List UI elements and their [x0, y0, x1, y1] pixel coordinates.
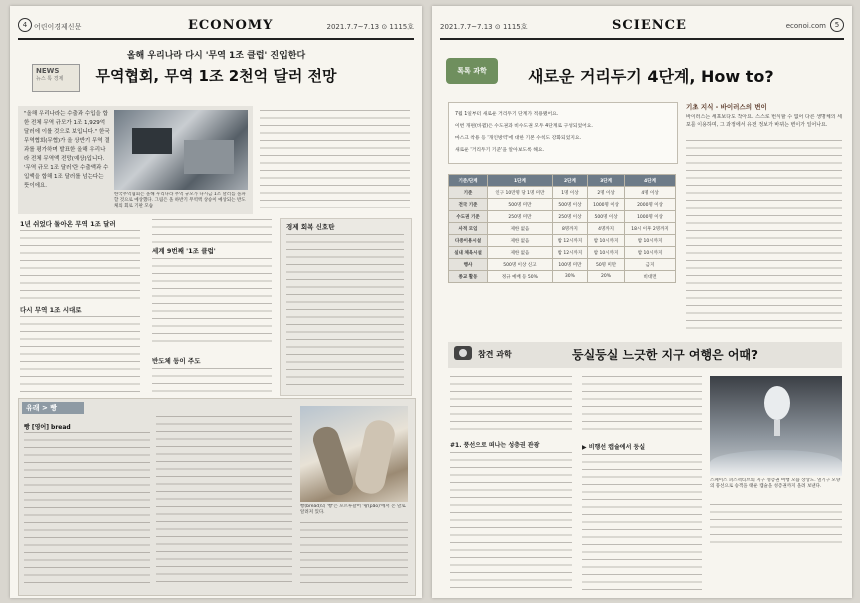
website: econoi.com — [785, 22, 826, 30]
table-cell: 금지 — [625, 259, 676, 271]
notice-line: 이번 개편(바뀜)은 수도권과 비수도권 모두 4단계로 구성되었어요. — [455, 124, 593, 129]
stratosphere-balloon-photo — [710, 376, 842, 476]
table-header-cell: 4단계 — [625, 175, 676, 187]
glossary-text-column — [24, 432, 150, 588]
article-text-column — [286, 234, 404, 388]
issue-date: 2021.7.7~7.13 ⊙ 1115호 — [440, 23, 528, 31]
table-cell: 비대면 — [625, 271, 676, 283]
table-header-cell: 기준/단계 — [449, 175, 488, 187]
camera-icon — [454, 346, 472, 360]
article-text-column — [686, 140, 842, 332]
table-row — [449, 235, 676, 247]
table-cell: 500명 이상 신고 — [488, 259, 553, 271]
table-row — [449, 199, 676, 211]
table-cell: 30% — [552, 271, 587, 283]
table-row — [449, 271, 676, 283]
table-cell: 4명까지 — [588, 223, 625, 235]
main-headline: 새로운 거리두기 4단계, How to? — [528, 67, 774, 86]
section2-subhead-1: #1. 풍선으로 떠나는 성층권 관광 — [450, 442, 540, 449]
table-row — [449, 247, 676, 259]
notice-text — [455, 109, 593, 157]
article-text-column — [450, 452, 572, 590]
news-badge-subtitle: 뉴스 톡 경제 — [36, 76, 64, 82]
table-cell: 밤 10시까지 — [625, 235, 676, 247]
notice-line: 새로운 '거리두기 기준'을 알아보도록 해요. — [455, 148, 545, 153]
table-cell: 제한 없음 — [488, 235, 553, 247]
table-cell: 정규 예배 등 50% — [488, 271, 553, 283]
table-cell: 18시 이후 2명까지 — [625, 223, 676, 235]
table-cell: 밤 10시까지 — [625, 247, 676, 259]
lead-text: "올해 우리나라는 수출과 수입을 합한 전체 무역 규모가 1조 1,929억 달러에 이를 것으로 보입니다." 한국무역협회(무협)가 올 상반기 무역 결과를 평가하며 발표한 올해 우리나라 전체 무역액 전망(예상)입니다. '무역 규모 1조 달러'란 수출액과 수입액을 합해 1조 달러를 넘는다는 뜻이에요. — [24, 111, 110, 189]
photo-caption: 빵(bread)의 '빵'은 포르투갈어 '팡(pão)'에서 온 말로 알려져 있다. — [300, 504, 406, 515]
table-header-cell: 2단계 — [552, 175, 587, 187]
table-row — [449, 211, 676, 223]
table-cell: 다중이용시설 — [449, 235, 488, 247]
glossary-term: 빵 [영어] bread — [24, 424, 71, 431]
table-cell: 250명 이상 — [552, 211, 587, 223]
section2-badge: 참견 과학 — [478, 350, 512, 359]
distancing-table — [448, 174, 676, 283]
news-badge — [32, 64, 80, 92]
subhead-4: 반도체 등이 주도 — [152, 357, 201, 365]
section-name: ECONOMY — [188, 18, 274, 33]
article-text-column — [152, 368, 272, 392]
talk-science-badge: 톡톡 과학 — [446, 58, 498, 84]
table-cell: 500명 미만 — [488, 199, 553, 211]
glossary-text-column — [300, 522, 408, 588]
economy-page — [10, 6, 422, 598]
table-cell: 500명 이상 — [588, 211, 625, 223]
table-cell: 20% — [588, 271, 625, 283]
page-number: 4 — [18, 18, 32, 32]
table-cell: 밤 12시까지 — [552, 235, 587, 247]
table-cell: 전국 기준 — [449, 199, 488, 211]
section2-subhead-2: ▶ 비행선 캡슐에서 둥실 — [582, 444, 646, 451]
subheadline: 올해 우리나라 다시 '무역 1조 클럽' 진입한다 — [126, 51, 306, 61]
table-cell: 수도권 기준 — [449, 211, 488, 223]
table-cell: 250명 미만 — [488, 211, 553, 223]
page-header — [440, 16, 844, 40]
table-row — [449, 223, 676, 235]
table-cell: 밤 12시까지 — [552, 247, 587, 259]
circuit-board-photo — [114, 110, 248, 190]
table-cell: 100명 미만 — [552, 259, 587, 271]
table-header-row — [449, 175, 676, 187]
subhead-2: 다시 무역 1조 시대로 — [20, 306, 82, 314]
main-headline: 무역협회, 무역 1조 2천억 달러 전망 — [95, 67, 337, 85]
table-row — [449, 259, 676, 271]
table-cell: 500명 이상 — [552, 199, 587, 211]
news-badge-title: NEWS — [36, 67, 60, 75]
table-cell: 2000명 이상 — [625, 199, 676, 211]
table-cell: 실내 체육시설 — [449, 247, 488, 259]
table-header-cell: 3단계 — [588, 175, 625, 187]
glossary-text-column — [156, 416, 292, 588]
article-text-column — [152, 258, 272, 348]
issue-date: 2021.7.7~7.13 ⊙ 1115호 — [326, 23, 414, 31]
article-text-column — [152, 219, 272, 243]
table-cell: 밤 10시까지 — [588, 247, 625, 259]
table-cell: 1000명 이상 — [588, 199, 625, 211]
paper-name: 어린이경제신문 — [34, 23, 82, 31]
table-cell: 50명 미만 — [588, 259, 625, 271]
article-text-column — [20, 230, 140, 300]
table-cell: 8명까지 — [552, 223, 587, 235]
bread-photo — [300, 406, 408, 502]
table-cell: 1명 이상 — [552, 187, 587, 199]
table-row — [449, 187, 676, 199]
photo-caption: 스페이스 퍼스펙티브의 지구 성층권 여행 모습 상상도. 열기구 모양의 풍선으로 승객을 태운 캡슐을 성층권까지 올려 보낸다. — [710, 478, 841, 489]
subhead-3: 세계 9번째 '1조 클럽' — [152, 247, 216, 255]
notice-line: 마스크 착용 등 '개인방역'에 대한 기본 수칙도 강화되었지요. — [455, 136, 582, 141]
section2-headline: 둥실둥실 느긋한 지구 여행은 어때? — [572, 348, 758, 362]
article-text-column — [582, 376, 702, 436]
table-cell: 행사 — [449, 259, 488, 271]
table-cell: 종교 활동 — [449, 271, 488, 283]
notice-box — [448, 102, 678, 164]
side-lead: 바이러스는 세포보다도 작아요. 스스로 번식할 수 없어 다른 생명체의 세포를 이용하며, 그 과정에서 유전 정보가 바뀌는 변이가 일어나요. — [686, 114, 842, 128]
article-text-column — [582, 454, 702, 590]
table-cell: 밤 10시까지 — [588, 235, 625, 247]
subhead-1: 1년 쉬었다 돌아온 무역 1조 달러 — [20, 220, 116, 228]
article-text-column — [450, 376, 572, 434]
photo-caption: 한국무역협회는 올해 우리나라 무역 규모가 다시금 1조 달러를 돌파할 것으로 예상했다. 그림은 올 하반기 무역액 상승이 예상되는 반도체의 회로 기판 모습 — [114, 192, 246, 209]
distancing-rules-table — [448, 174, 676, 283]
table-cell: 사적 모임 — [449, 223, 488, 235]
side-title: 기초 지식 - 바이러스의 변이 — [686, 103, 767, 111]
glossary-title: 유래 > 빵 — [22, 402, 84, 414]
table-cell: 인구 10만명 당 1명 미만 — [488, 187, 553, 199]
section-name: SCIENCE — [612, 18, 687, 33]
page-header — [18, 16, 414, 40]
table-cell: 2명 이상 — [588, 187, 625, 199]
article-text-column — [20, 316, 140, 392]
table-header-cell: 1단계 — [488, 175, 553, 187]
article-text-column — [710, 504, 842, 546]
subhead-5: 경제 회복 신호탄 — [286, 223, 335, 231]
science-page — [432, 6, 852, 598]
table-cell: 기준 — [449, 187, 488, 199]
table-cell: 4명 이상 — [625, 187, 676, 199]
notice-line: 7월 1일부터 새로운 거리두기 단계가 적용됐어요. — [455, 112, 559, 117]
table-cell: 제한 없음 — [488, 247, 553, 259]
page-number: 5 — [830, 18, 844, 32]
article-text-column — [260, 110, 410, 208]
table-cell: 제한 없음 — [488, 223, 553, 235]
table-cell: 1000명 이상 — [625, 211, 676, 223]
